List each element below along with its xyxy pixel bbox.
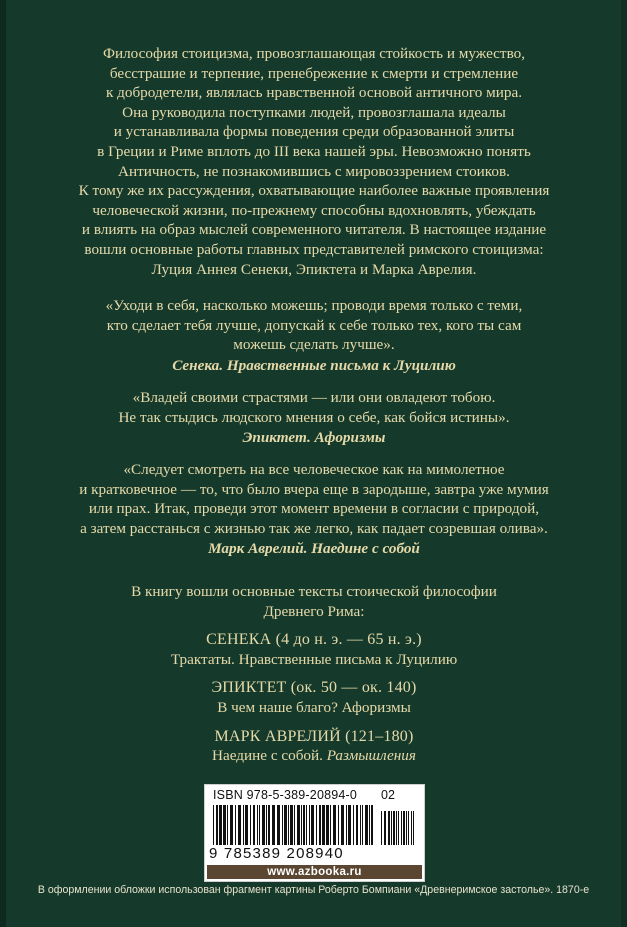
author-name: ЭПИКТЕТ (ок. 50 — ок. 140)	[211, 679, 417, 697]
addon-bar	[384, 811, 386, 845]
barcode-bar	[272, 805, 275, 845]
barcode-bar	[297, 805, 300, 845]
barcode-bars	[213, 805, 417, 847]
barcode-bar	[290, 805, 293, 845]
quote-source: Сенека. Нравственные письма к Луцилию	[172, 356, 456, 374]
barcode-bar	[322, 805, 325, 845]
addon-bar	[413, 811, 414, 845]
quote-line: «Следует смотреть на все человеческое как на мимолетное	[123, 461, 505, 478]
barcode-bar	[365, 805, 368, 845]
barcode-bar	[245, 805, 248, 845]
barcode-bar	[243, 805, 244, 845]
quote-line: Не так стыдись людского мнения о себе, как бойся истины».	[118, 408, 510, 426]
barcode-bar	[348, 805, 351, 845]
addon-bar	[403, 811, 405, 845]
barcode-bar	[262, 805, 265, 845]
barcode-bar	[369, 805, 370, 845]
works-text: В чем наше благо? Афоризмы	[217, 698, 411, 716]
barcode-bar	[216, 805, 218, 845]
intro-line: к добродетели, являлась нравственной основой античного мира.	[105, 84, 523, 102]
author-works	[40, 698, 588, 718]
barcode-bar	[213, 805, 214, 845]
quote-line: можешь сделать лучше».	[233, 336, 395, 354]
intro-line: Философия стоицизма, провозглашающая стойкость и мужество,	[102, 45, 526, 62]
intro-line: в Греции и Риме вплоть до III века нашей эры. Невозможно понять	[97, 142, 531, 160]
quote-epictetus	[40, 388, 588, 448]
quote-line: а затем расстанься с жизнью так же легко, как падает созревшая олива».	[80, 519, 548, 537]
barcode-bar	[326, 805, 329, 845]
intro-line: Она руководила поступками людей, провозглашала идеалы	[122, 103, 506, 121]
barcode-bar	[253, 805, 255, 845]
author-name: МАРК АВРЕЛИЙ (121–180)	[214, 727, 414, 745]
intro-line: Античность, не познакомившись с мировоззрением стоиков.	[118, 162, 510, 180]
addon-bar	[411, 811, 412, 845]
intro-line: и влиять на образ мыслей современного читателя. В настоящее издание	[81, 221, 547, 239]
quote-line: «Уходи в себя, насколько можешь; проводи время только с теми,	[105, 297, 523, 314]
quote-marcus-aurelius	[40, 460, 588, 559]
barcode-bar	[227, 805, 228, 845]
intro-line: человеческой жизни, по-прежнему способны вдохновлять, убеждать	[92, 201, 536, 219]
barcode-bar	[311, 805, 314, 845]
addon-bar	[408, 811, 409, 845]
works-text-italic: Размышления	[326, 747, 416, 765]
barcode-bar	[338, 805, 339, 845]
barcode-bar	[341, 805, 344, 845]
barcode-bar	[223, 805, 226, 845]
barcode-bar	[259, 805, 260, 845]
barcode-bar	[235, 805, 236, 845]
intro-line: и устанавливала формы поведения среди образованной элиты	[113, 123, 515, 141]
cover-edge-right	[621, 0, 627, 927]
barcode-label	[204, 784, 425, 882]
barcode-bar	[319, 805, 321, 845]
barcode-bar	[288, 805, 289, 845]
quote-line: и кратковечное — то, что было вчера еще в зародыше, завтра уже мумия	[79, 480, 549, 498]
barcode-bar	[268, 805, 270, 845]
quote-line: кто сделает тебя лучше, допускай к себе только тех, кого ты сам	[106, 316, 522, 334]
author-works	[40, 746, 588, 766]
barcode-bar	[266, 805, 267, 845]
publisher-url: www.azbooka.ru	[207, 865, 422, 879]
quote-source: Эпиктет. Афоризмы	[242, 429, 386, 447]
addon-bar	[388, 811, 390, 845]
barcode-bar	[316, 805, 317, 845]
author-works	[40, 650, 588, 670]
barcode-bar	[301, 805, 302, 845]
quote-line: или прах. Итак, проведи этот момент времени в согласии с природой,	[88, 500, 540, 518]
contents-intro-line: Древнего Рима:	[263, 602, 365, 620]
barcode-bar	[371, 805, 373, 845]
intro-line: бесстрашие и терпение, пренебрежение к смерти и стремление	[109, 64, 519, 82]
barcode-bar	[306, 805, 307, 845]
barcode-bar	[346, 805, 347, 845]
contents-list	[40, 582, 588, 766]
barcode-bar	[284, 805, 287, 845]
cover-art-credit: В оформлении обложки использован фрагмент картины Роберто Бомпиани «Древнеримское застолье». 1870-е	[37, 884, 590, 896]
intro-line: Луция Аннея Сенеки, Эпиктета и Марка Аврелия.	[151, 260, 477, 278]
barcode-bar	[356, 805, 358, 845]
intro-paragraph	[40, 44, 588, 279]
contents-intro-line: В книгу вошли основные тексты стоической философии	[131, 583, 497, 600]
addon-bar	[401, 811, 402, 845]
barcode-bar	[303, 805, 305, 845]
barcode-bar	[219, 805, 222, 845]
intro-line: К тому же их рассуждения, охватывающие наиболее важные проявления	[78, 182, 550, 200]
addon-bar	[393, 811, 395, 845]
cover-edge-left	[0, 0, 6, 927]
barcode-digits: 9 785389 208940	[209, 845, 344, 862]
quote-source: Марк Аврелий. Наедине с собой	[208, 540, 420, 558]
quote-seneca	[40, 296, 588, 375]
works-text: Наедине с собой.	[212, 747, 327, 765]
addon-bar	[406, 811, 407, 845]
barcode-bar	[230, 805, 233, 845]
barcode-bar	[294, 805, 295, 845]
barcode-bar	[353, 805, 354, 845]
addon-bar	[391, 811, 392, 845]
isbn-number: ISBN 978-5-389-20894-0	[213, 788, 358, 802]
addon-bar	[396, 811, 397, 845]
intro-line: вошли основные работы главных представителей римского стоицизма:	[84, 240, 544, 258]
isbn-addon: 02	[381, 788, 395, 802]
barcode-bar	[277, 805, 280, 845]
barcode-bar	[250, 805, 251, 845]
addon-bar	[398, 811, 399, 845]
works-text: Трактаты. Нравственные письма к Луцилию	[170, 650, 458, 668]
quote-line: «Владей своими страстями — или они овладеют тобою.	[132, 389, 496, 406]
barcode-bar	[333, 805, 336, 845]
barcode-bar	[330, 805, 331, 845]
barcode-bar	[362, 805, 363, 845]
barcode-bar	[257, 805, 258, 845]
author-name: СЕНЕКА (4 до н. э. — 65 н. э.)	[206, 631, 422, 649]
barcode-bar	[282, 805, 283, 845]
barcode-bar	[309, 805, 310, 845]
addon-bar	[381, 811, 382, 845]
barcode-bar	[238, 805, 241, 845]
barcode-bar	[360, 805, 361, 845]
